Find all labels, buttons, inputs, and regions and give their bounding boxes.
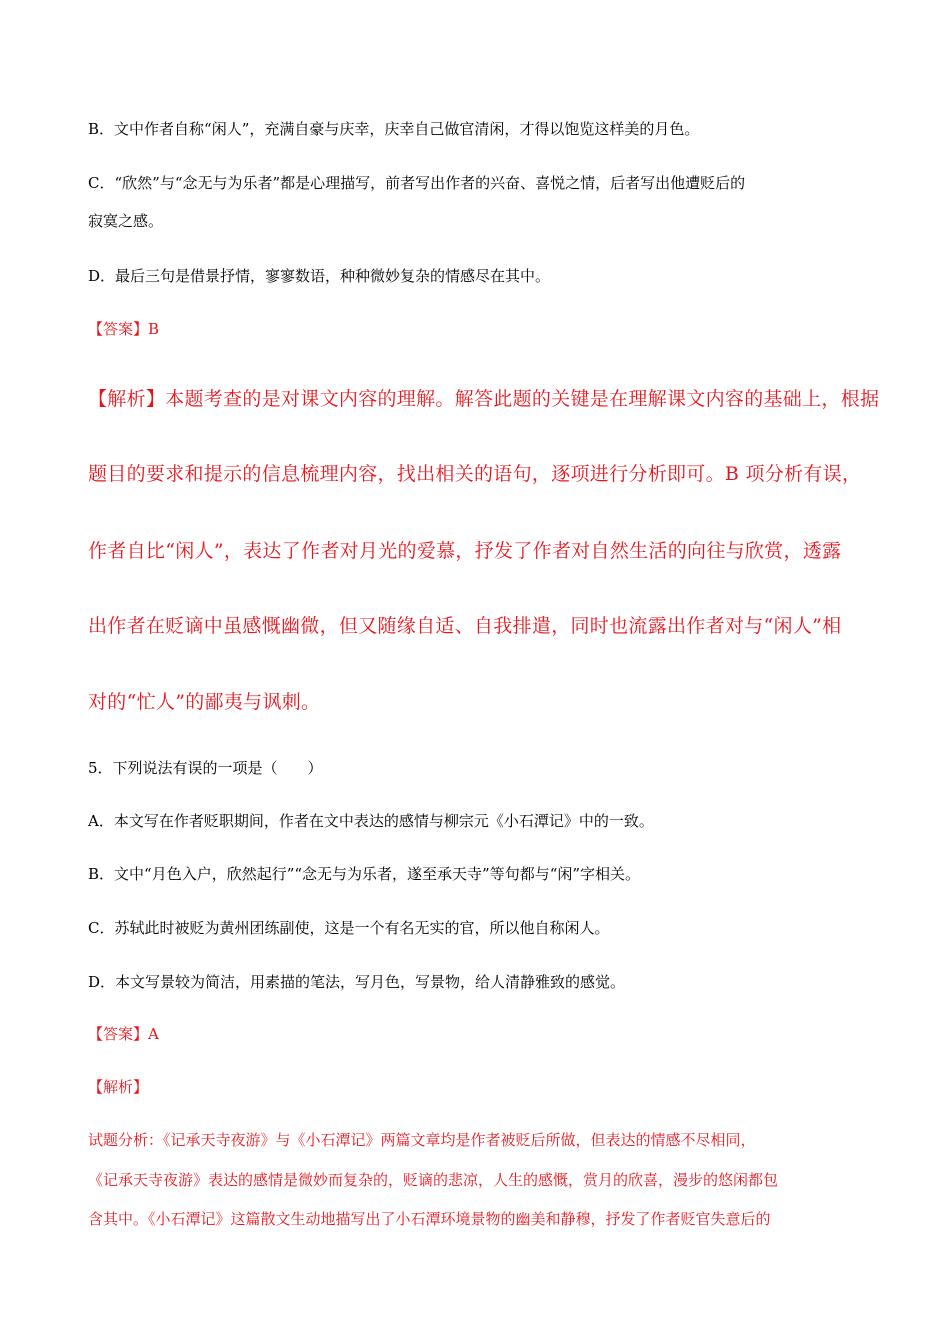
q4-analysis-line-3: 作者自比“闲人”，表达了作者对月光的爱慕，抒发了作者对自然生活的向往与欣赏，透露	[88, 540, 842, 562]
q5-answer-value: A	[148, 1025, 159, 1043]
q4-analysis-line-5: 对的“忙人”的鄙夷与讽刺。	[88, 691, 321, 713]
q5-option-a: A．本文写在作者贬职期间，作者在文中表达的感情与柳宗元《小石潭记》中的一致。	[88, 812, 654, 830]
q4-option-c-line2: 寂寞之感。	[88, 212, 164, 230]
q4-analysis-line-1: 【解析】本题考查的是对课文内容的理解。解答此题的关键是在理解课文内容的基础上，根据	[88, 388, 880, 410]
q5-analysis-line-2: 《记承天寺夜游》表达的感情是微妙而复杂的，贬谪的悲凉，人生的感慨，赏月的欣喜，漫步的悠闲都包	[88, 1171, 779, 1189]
q5-option-c: C．苏轼此时被贬为黄州团练副使，这是一个有名无实的官，所以他自称闲人。	[88, 919, 610, 937]
q5-answer	[88, 1023, 159, 1044]
q5-answer-label: 【答案】	[88, 1025, 149, 1043]
q4-answer-label: 【答案】	[88, 320, 149, 338]
q4-option-b: B．文中作者自称“闲人”，充满自豪与庆幸，庆幸自己做官清闲，才得以饱览这样美的月色。	[88, 120, 700, 138]
q5-option-b: B．文中“月色入户，欣然起行”“念无与为乐者，遂至承天寺”等句都与“闲”字相关。	[88, 865, 641, 883]
q4-answer-value: B	[148, 320, 160, 338]
q4-analysis-line-2: 题目的要求和提示的信息梳理内容，找出相关的语句，逐项进行分析即可。B 项分析有误，	[88, 463, 862, 485]
q5-question: 5．下列说法有误的一项是（ ）	[88, 759, 323, 777]
q5-option-d: D．本文写景较为简洁，用素描的笔法，写月色，写景物，给人清静雅致的感觉。	[88, 973, 626, 991]
q4-option-d: D．最后三句是借景抒情，寥寥数语，种种微妙复杂的情感尽在其中。	[88, 267, 551, 285]
q5-analysis-label: 【解析】	[88, 1078, 149, 1096]
q4-analysis-line-4: 出作者在贬谪中虽感慨幽微，但又随缘自适、自我排遣，同时也流露出作者对与“闲人”相	[88, 615, 842, 637]
q4-option-c-line1: C．“欣然”与“念无与为乐者”都是心理描写，前者写出作者的兴奋、喜悦之情，后者写出他遭贬后的	[88, 174, 746, 192]
q5-analysis-line-3: 含其中。《小石潭记》这篇散文生动地描写出了小石潭环境景物的幽美和静穆，抒发了作者贬官失意后的	[88, 1210, 771, 1228]
q5-analysis-line-1: 试题分析：《记承天寺夜游》与《小石潭记》两篇文章均是作者被贬后所做，但表达的情感不尽相同，	[88, 1131, 756, 1149]
q4-answer	[88, 318, 159, 339]
